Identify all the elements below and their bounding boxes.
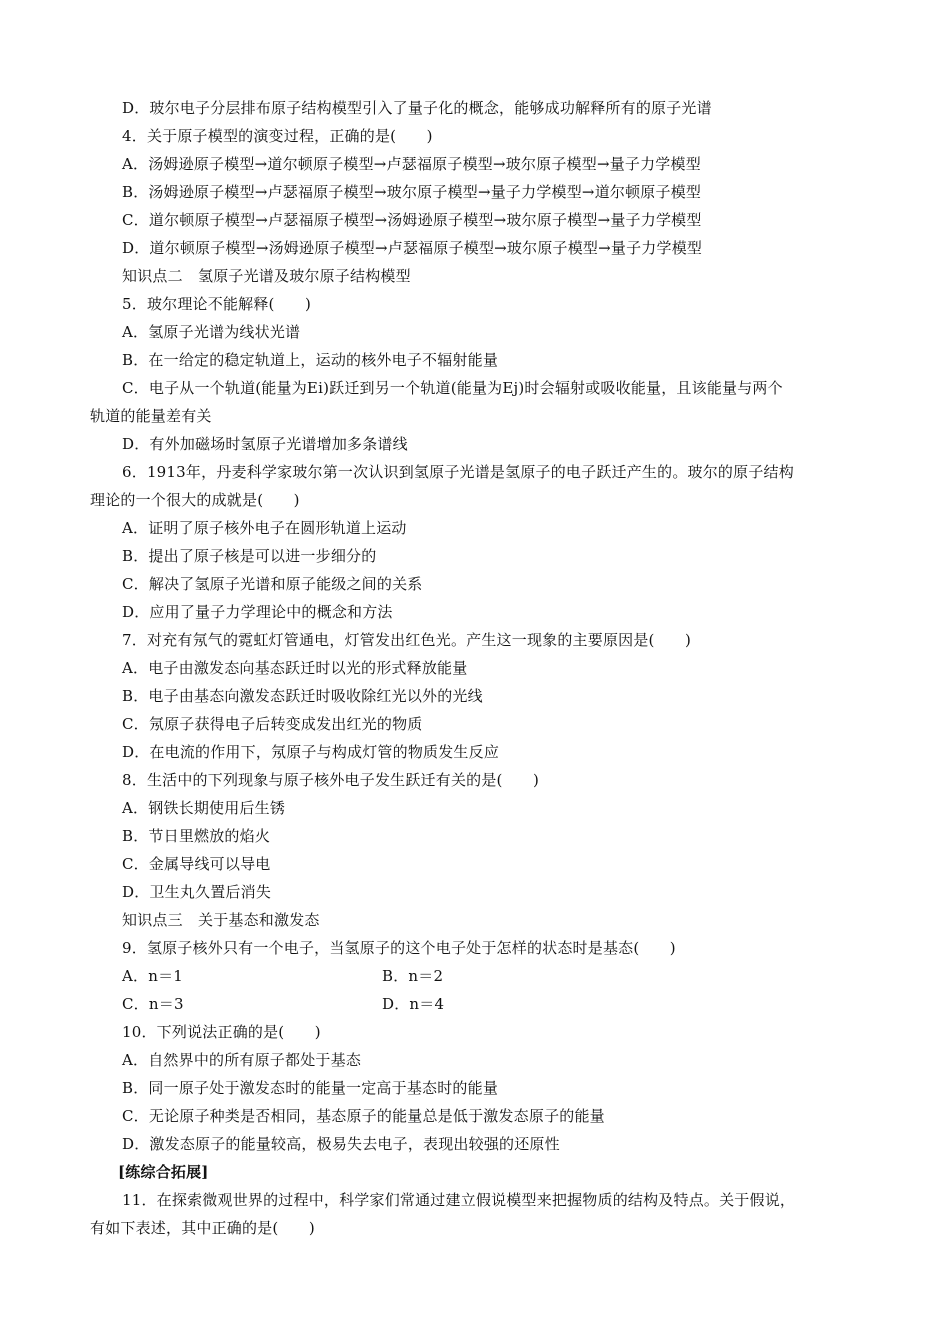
- q5-option-c: C．电子从一个轨道(能量为Ei)跃迁到另一个轨道(能量为Ej)时会辐射或吸收能量，且该能量与两个: [122, 379, 783, 397]
- q6-option-d: D．应用了量子力学理论中的概念和方法: [122, 603, 393, 621]
- q8-option-d: D．卫生丸久置后消失: [122, 883, 272, 901]
- q7-stem: 7．对充有氖气的霓虹灯管通电，灯管发出红色光。产生这一现象的主要原因是( ): [122, 631, 692, 649]
- q7-option-b: B．电子由基态向激发态跃迁时吸收除红光以外的光线: [122, 687, 483, 705]
- q9-stem: 9．氢原子核外只有一个电子，当氢原子的这个电子处于怎样的状态时是基态( ): [122, 939, 676, 957]
- q6-option-c: C．解决了氢原子光谱和原子能级之间的关系: [122, 575, 423, 593]
- q8-option-b: B．节日里燃放的焰火: [122, 827, 271, 845]
- q10-option-a: A．自然界中的所有原子都处于基态: [122, 1051, 362, 1069]
- q6-stem-continued: 理论的一个很大的成就是( ): [90, 491, 300, 509]
- q4-option-b: B．汤姆逊原子模型→卢瑟福原子模型→玻尔原子模型→量子力学模型→道尔顿原子模型: [122, 183, 702, 201]
- q10-option-b: B．同一原子处于激发态时的能量一定高于基态时的能量: [122, 1079, 499, 1097]
- section-heading-2: 知识点二 氢原子光谱及玻尔原子结构模型: [122, 267, 411, 285]
- q3-option-d: D．玻尔电子分层排布原子结构模型引入了量子化的概念，能够成功解释所有的原子光谱: [122, 99, 712, 117]
- q11-stem: 11．在探索微观世界的过程中，科学家们常通过建立假说模型来把握物质的结构及特点。关于假说，: [122, 1191, 796, 1209]
- q4-option-a: A．汤姆逊原子模型→道尔顿原子模型→卢瑟福原子模型→玻尔原子模型→量子力学模型: [122, 155, 701, 173]
- q9-option-d: D．n＝4: [382, 995, 445, 1013]
- q5-option-a: A．氢原子光谱为线状光谱: [122, 323, 301, 341]
- q4-option-d: D．道尔顿原子模型→汤姆逊原子模型→卢瑟福原子模型→玻尔原子模型→量子力学模型: [122, 239, 703, 257]
- q7-option-a: A．电子由激发态向基态跃迁时以光的形式释放能量: [122, 659, 468, 677]
- q5-option-b: B．在一给定的稳定轨道上，运动的核外电子不辐射能量: [122, 351, 499, 369]
- section-heading-3: 知识点三 关于基态和激发态: [122, 911, 320, 929]
- q11-stem-continued: 有如下表述，其中正确的是( ): [90, 1219, 315, 1237]
- q8-option-c: C．金属导线可以导电: [122, 855, 271, 873]
- q8-stem: 8．生活中的下列现象与原子核外电子发生跃迁有关的是( ): [122, 771, 540, 789]
- q10-option-d: D．激发态原子的能量较高，极易失去电子，表现出较强的还原性: [122, 1135, 560, 1153]
- q8-option-a: A．钢铁长期使用后生锈: [122, 799, 286, 817]
- q6-stem: 6．1913年，丹麦科学家玻尔第一次认识到氢原子光谱是氢原子的电子跃迁产生的。玻尔的原子结构: [122, 463, 794, 481]
- q5-option-d: D．有外加磁场时氢原子光谱增加多条谱线: [122, 435, 408, 453]
- q5-stem: 5．玻尔理论不能解释( ): [122, 295, 312, 313]
- q7-option-d: D．在电流的作用下，氖原子与构成灯管的物质发生反应: [122, 743, 500, 761]
- q9-option-c: C．n＝3: [122, 995, 184, 1013]
- practice-heading: [练综合拓展]: [118, 1163, 209, 1181]
- q4-stem: 4．关于原子模型的演变过程，正确的是( ): [122, 127, 433, 145]
- q7-option-c: C．氖原子获得电子后转变成发出红光的物质: [122, 715, 423, 733]
- q5-option-c-continued: 轨道的能量差有关: [90, 407, 212, 425]
- q9-option-a: A．n＝1: [122, 967, 184, 985]
- q4-option-c: C．道尔顿原子模型→卢瑟福原子模型→汤姆逊原子模型→玻尔原子模型→量子力学模型: [122, 211, 702, 229]
- q10-stem: 10．下列说法正确的是( ): [122, 1023, 321, 1041]
- q6-option-b: B．提出了原子核是可以进一步细分的: [122, 547, 377, 565]
- q6-option-a: A．证明了原子核外电子在圆形轨道上运动: [122, 519, 407, 537]
- q9-option-b: B．n＝2: [382, 967, 444, 985]
- q10-option-c: C．无论原子种类是否相同，基态原子的能量总是低于激发态原子的能量: [122, 1107, 605, 1125]
